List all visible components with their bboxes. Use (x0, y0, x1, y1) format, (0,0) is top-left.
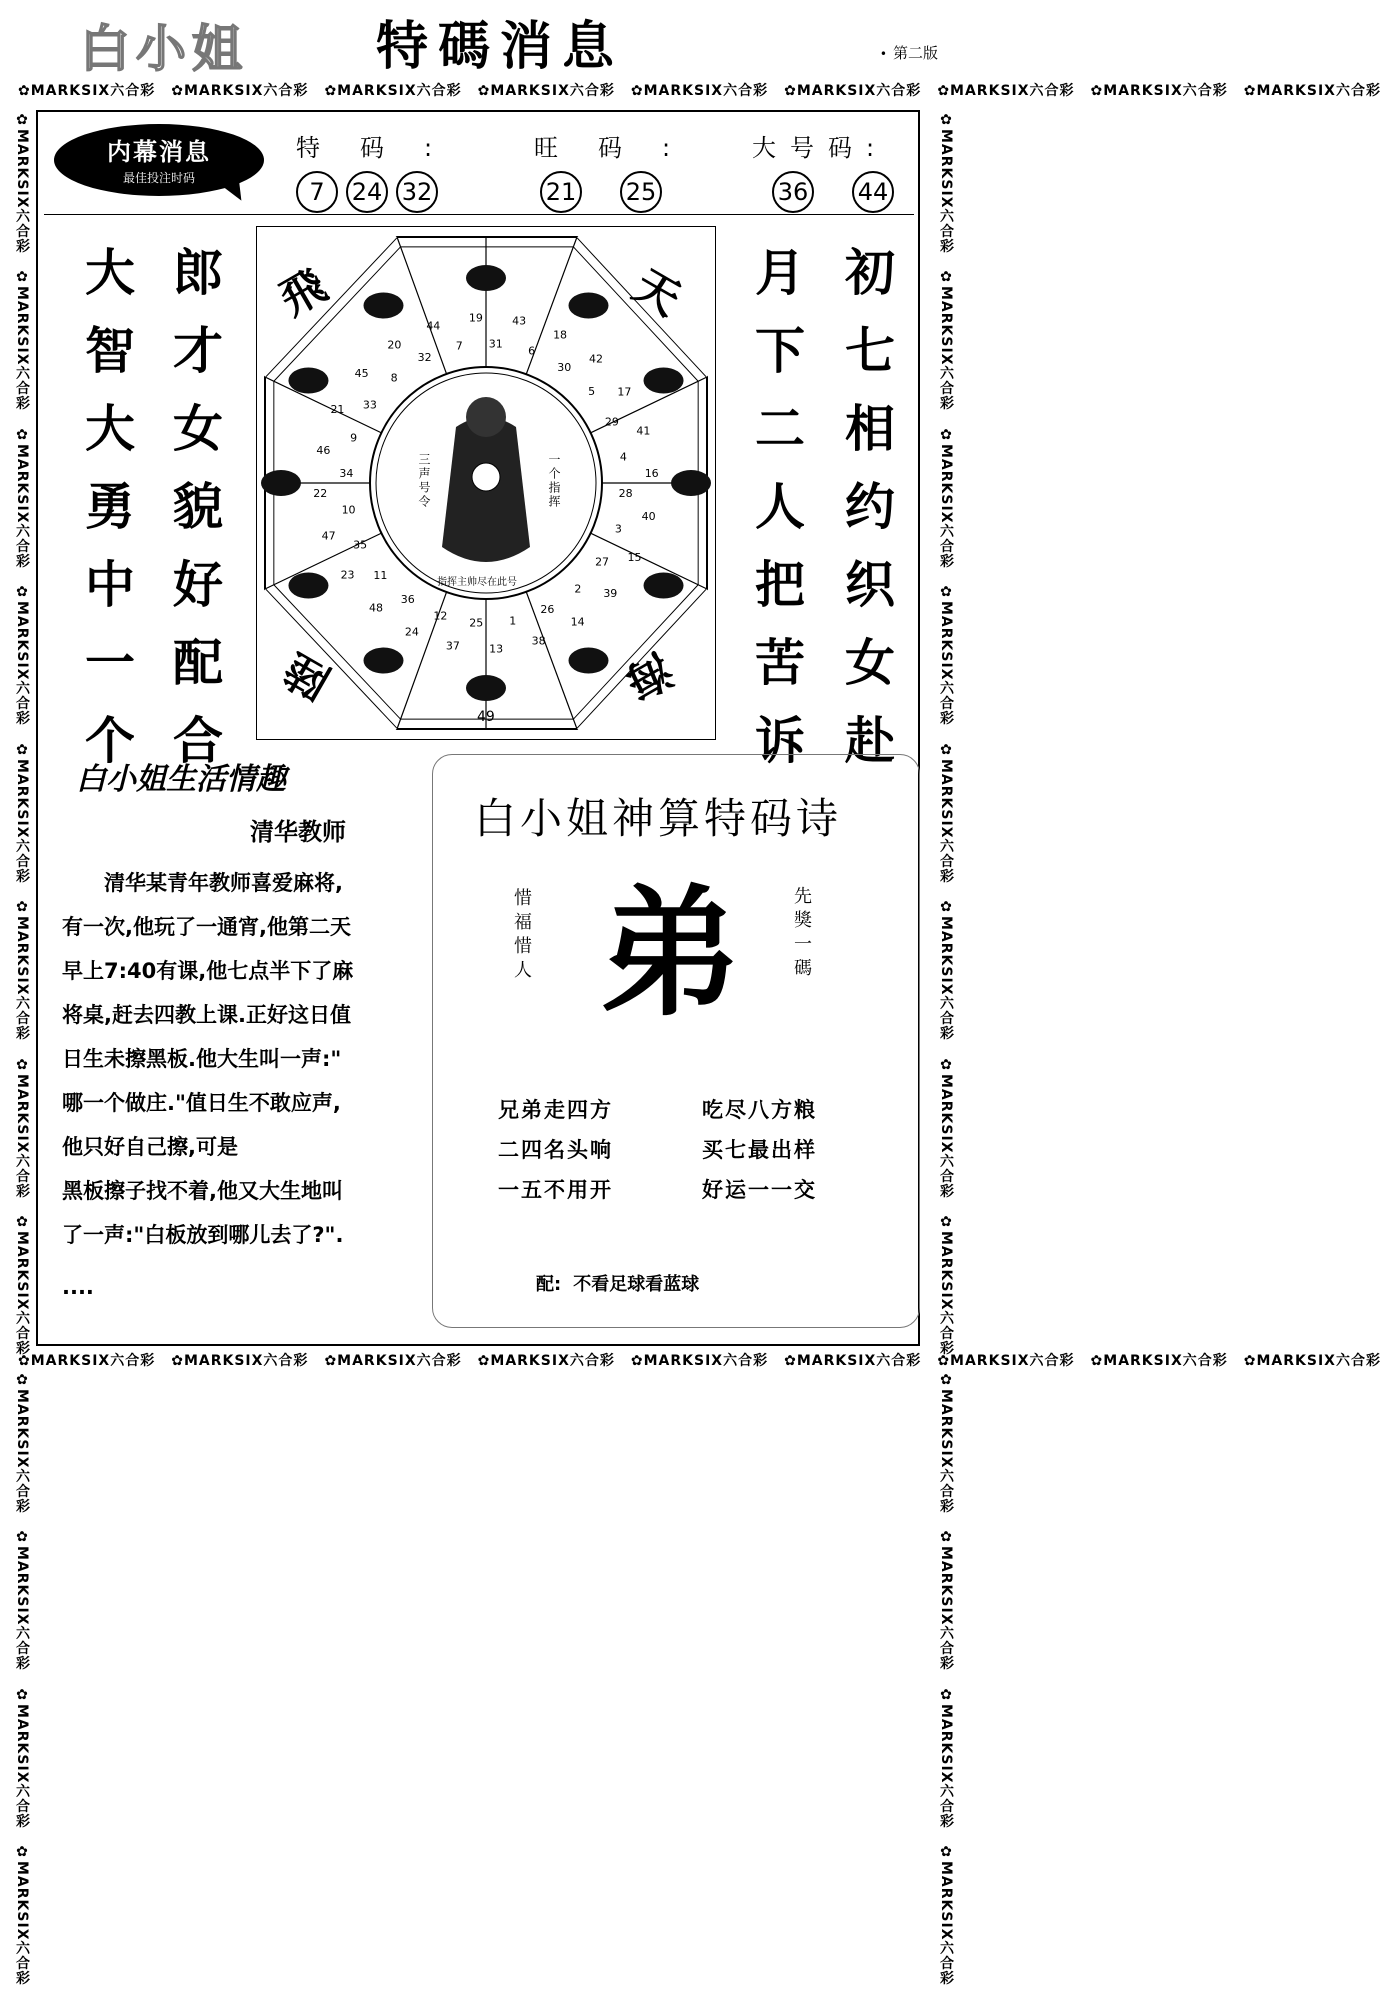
poem-line-left: 一五不用开 (498, 1178, 613, 1202)
edition-text: 第二版 (892, 44, 938, 62)
brand-mark: ✿MARKSIX六合彩 (938, 1371, 954, 1514)
brand-mark: ✿MARKSIX六合彩 (1090, 1353, 1228, 1369)
brand-mark: ✿MARKSIX六合彩 (14, 112, 30, 254)
poem-line-left: 兄弟走四方 (498, 1098, 613, 1122)
poem-char: 合 (173, 712, 223, 770)
brand-mark: ✿MARKSIX六合彩 (14, 426, 30, 569)
poem-char: 智 (85, 322, 135, 380)
number-circle: 24 (346, 171, 388, 213)
poem-title: 白小姐神算特码诗 (474, 794, 843, 843)
ring-number: 25 (469, 616, 484, 630)
brand-mark: ✿MARKSIX六合彩 (938, 426, 954, 569)
poem-char: 相 (845, 400, 895, 458)
ring-number: 43 (512, 314, 527, 328)
brand-mark: ✿MARKSIX六合彩 (784, 83, 922, 99)
brand-mark: ✿MARKSIX六合彩 (938, 741, 954, 884)
number-group-wang (534, 128, 710, 213)
brand-mark: ✿MARKSIX六合彩 (938, 584, 954, 726)
ring-number: 35 (353, 538, 368, 552)
story-line: 他只好自己擦,可是 (62, 1135, 238, 1159)
brand-mark: ✿MARKSIX六合彩 (938, 1214, 954, 1356)
ring-number: 22 (313, 487, 328, 501)
rabbit-icon (671, 470, 711, 496)
left-poem-col2 (166, 234, 230, 780)
brand-mark: ✿MARKSIX六合彩 (938, 1844, 954, 1986)
poem-line-right: 吃尽八方粮 (702, 1098, 817, 1122)
pei-label: 配: (536, 1274, 562, 1295)
page-title: 特碼消息 (375, 17, 624, 77)
corner-char-tl: 飛 (271, 259, 336, 326)
poem-char: 下 (755, 322, 805, 380)
monkey-icon (288, 573, 328, 599)
poem-char: 女 (173, 400, 223, 458)
brand-mark: ✿MARKSIX六合彩 (14, 1214, 30, 1356)
number-group-label: 大号码: (752, 134, 889, 162)
ring-number: 27 (595, 555, 610, 569)
brand-mark: ✿MARKSIX六合彩 (171, 83, 309, 99)
ring-number: 36 (400, 593, 415, 607)
ring-number: 28 (618, 486, 633, 500)
rat-icon (466, 265, 506, 291)
number-group-label: 特码: (296, 134, 473, 162)
center-right-text: 一个指挥 (547, 453, 561, 509)
center-left-text: 三声号令 (417, 453, 431, 509)
poem-char: 初 (845, 244, 895, 302)
number-circle: 32 (396, 171, 438, 213)
chart-bottom-number: 49 (477, 709, 495, 725)
number-group-te (296, 128, 472, 213)
poem-char: 苦 (755, 634, 805, 692)
bullet-icon: • (879, 47, 887, 61)
poem-line-right: 买七最出样 (702, 1138, 817, 1162)
poem-char: 七 (845, 322, 895, 380)
poem-char: 织 (845, 556, 895, 614)
bubble-title: 内幕消息 (107, 138, 211, 166)
brand-mark: ✿MARKSIX六合彩 (18, 83, 156, 99)
ring-number: 31 (488, 337, 503, 351)
brand-mark: ✿MARKSIX六合彩 (14, 1529, 30, 1671)
poem-char: 一 (85, 634, 135, 692)
poem-char: 把 (755, 556, 805, 614)
ring-number: 45 (354, 367, 369, 381)
ring-number: 9 (350, 431, 358, 445)
ring-number: 26 (540, 602, 555, 616)
number-circle: 7 (296, 171, 338, 213)
ring-number: 37 (445, 639, 460, 653)
corner-char-tr: 天 (624, 259, 689, 326)
brand-mark: ✿MARKSIX六合彩 (14, 584, 30, 726)
story-line: 哪一个做庄."值日生不敢应声, (62, 1091, 341, 1115)
ring-number: 20 (387, 338, 402, 352)
brand-mark: ✿MARKSIX六合彩 (477, 1353, 615, 1369)
ring-number: 46 (316, 443, 331, 457)
ring-number: 6 (528, 344, 536, 358)
story-line: 早上7:40有课,他七点半下了麻 (62, 959, 354, 983)
pig-icon (364, 292, 404, 318)
chart-caption: 指挥主帅尽在此号 (437, 577, 517, 588)
story-line: 日生未擦黑板.他大生叫一声:" (62, 1047, 342, 1071)
poem-char: 勇 (85, 478, 135, 536)
brand-mark: ✿MARKSIX六合彩 (14, 899, 30, 1041)
ring-number: 23 (340, 568, 355, 582)
ring-number: 4 (619, 450, 627, 464)
poem-char: 女 (845, 634, 895, 692)
number-circle: 21 (540, 171, 582, 213)
zodiac-chart-frame (256, 226, 716, 740)
poem-pei (536, 1270, 699, 1296)
poem-char: 个 (85, 712, 135, 770)
brand-mark: ✿MARKSIX六合彩 (14, 1686, 30, 1829)
brand-mark: ✿MARKSIX六合彩 (784, 1353, 922, 1369)
poem-char: 约 (845, 478, 895, 536)
goat-icon (364, 648, 404, 674)
poem-char: 月 (755, 244, 805, 302)
horse-icon (466, 675, 506, 701)
ring-number: 7 (455, 339, 463, 353)
corner-char-br: 海 (616, 642, 681, 709)
border-strip-top (10, 80, 1381, 102)
left-poem-col1 (78, 234, 142, 780)
ring-number: 48 (369, 601, 384, 615)
number-group-label: 旺码: (534, 134, 711, 162)
story-line: 了一声:"白板放到哪儿去了?". (62, 1223, 344, 1247)
story-line: 有一次,他玩了一通宵,他第二天 (62, 915, 351, 939)
brand-mark: ✿MARKSIX六合彩 (14, 1056, 30, 1199)
brand-mark: ✿MARKSIX六合彩 (324, 1353, 462, 1369)
poem-char: 大 (85, 400, 135, 458)
brand-mark: ✿MARKSIX六合彩 (14, 1844, 30, 1986)
corner-char-bl: 陸 (275, 642, 340, 709)
number-circle: 44 (852, 171, 894, 213)
ring-number: 19 (468, 311, 483, 325)
poem-char: 诉 (755, 712, 805, 770)
bubble-subtitle: 最佳投注时码 (122, 171, 195, 185)
brand-mark: ✿MARKSIX六合彩 (477, 83, 615, 99)
story-line: .... (62, 1275, 94, 1299)
number-group-big (752, 128, 902, 213)
ring-number: 32 (417, 351, 432, 365)
story-subtitle: 清华教师 (250, 818, 346, 846)
ring-number: 15 (627, 551, 642, 565)
ring-number: 42 (588, 352, 603, 366)
ring-number: 8 (390, 371, 398, 385)
pei-text: 不看足球看蓝球 (573, 1274, 700, 1295)
brand-mark: ✿MARKSIX六合彩 (18, 1353, 156, 1369)
ring-number: 11 (373, 568, 388, 582)
ring-number: 10 (341, 503, 356, 517)
dog-icon (288, 368, 328, 394)
poem-char: 中 (85, 556, 135, 614)
logo-text: 白小姐 (80, 20, 248, 78)
rooster-icon (261, 470, 301, 496)
number-circle: 36 (772, 171, 814, 213)
brand-mark: ✿MARKSIX六合彩 (938, 899, 954, 1041)
border-strip-right (934, 104, 956, 1986)
right-poem-col2 (838, 234, 902, 780)
poem-left-side: 惜福惜人 (511, 888, 532, 984)
ring-number: 17 (617, 385, 632, 399)
brand-mark: ✿MARKSIX六合彩 (1090, 83, 1228, 99)
brand-mark: ✿MARKSIX六合彩 (630, 1353, 769, 1369)
snake-icon (569, 648, 609, 674)
poem-char: 才 (173, 322, 223, 380)
ring-number: 12 (433, 609, 448, 623)
brand-mark: ✿MARKSIX六合彩 (938, 269, 954, 411)
poem-char: 郎 (173, 244, 223, 302)
ring-number: 44 (426, 319, 441, 333)
brand-mark: ✿MARKSIX六合彩 (1243, 1353, 1381, 1369)
poem-char: 赴 (845, 712, 895, 770)
ring-number: 40 (641, 510, 656, 524)
story-line: 将桌,赶去四教上课.正好这日值 (62, 1003, 351, 1027)
ring-number: 47 (321, 529, 336, 543)
ring-number: 1 (509, 614, 517, 628)
ring-number: 13 (489, 642, 504, 656)
ring-number: 41 (636, 424, 651, 438)
brand-mark: ✿MARKSIX六合彩 (937, 1353, 1075, 1369)
ring-number: 2 (574, 582, 582, 596)
brand-mark: ✿MARKSIX六合彩 (171, 1353, 309, 1369)
poem-char: 好 (173, 556, 223, 614)
poem-big-char: 弟 (600, 873, 741, 1036)
ring-number: 33 (362, 398, 377, 412)
brand-mark: ✿MARKSIX六合彩 (14, 269, 30, 411)
ring-number: 16 (644, 466, 659, 480)
story-title: 白小姐生活情趣 (76, 762, 286, 797)
ring-number: 30 (557, 360, 572, 374)
right-poem-col1 (748, 234, 812, 780)
brand-mark: ✿MARKSIX六合彩 (1243, 83, 1381, 99)
brand-mark: ✿MARKSIX六合彩 (938, 1686, 954, 1829)
poem-line-right: 好运一一交 (702, 1178, 817, 1202)
ring-number: 14 (570, 615, 585, 629)
poem-char: 大 (85, 244, 135, 302)
ring-number: 5 (588, 385, 596, 399)
number-circle: 25 (620, 171, 662, 213)
ring-number: 29 (604, 415, 619, 429)
poem-char: 二 (755, 400, 805, 458)
poem-char: 配 (173, 634, 223, 692)
ring-number: 3 (614, 522, 622, 536)
ring-number: 18 (553, 328, 568, 342)
border-strip-bottom (10, 1350, 1381, 1372)
brand-mark: ✿MARKSIX六合彩 (324, 83, 462, 99)
ring-number: 38 (531, 634, 546, 648)
border-strip-left (10, 104, 32, 1986)
ring-number: 21 (330, 402, 345, 416)
poem-char: 貌 (173, 478, 223, 536)
ring-number: 24 (404, 625, 419, 639)
edition-label (880, 42, 938, 63)
brand-mark: ✿MARKSIX六合彩 (14, 1371, 30, 1514)
brand-mark: ✿MARKSIX六合彩 (938, 112, 954, 254)
poem-right-side: 先獎一碼 (791, 886, 812, 982)
poem-char: 人 (755, 478, 805, 536)
brand-mark: ✿MARKSIX六合彩 (938, 1056, 954, 1199)
ring-number: 39 (603, 586, 618, 600)
brand-mark: ✿MARKSIX六合彩 (937, 83, 1075, 99)
brand-mark: ✿MARKSIX六合彩 (14, 741, 30, 884)
story-line: 黑板擦子找不着,他又大生地叫 (62, 1179, 343, 1203)
tiger-icon (644, 368, 684, 394)
ox-icon (569, 292, 609, 318)
brand-mark: ✿MARKSIX六合彩 (630, 83, 769, 99)
dragon-icon (644, 573, 684, 599)
story-line: 清华某青年教师喜爱麻将, (104, 871, 343, 895)
poem-line-left: 二四名头响 (498, 1138, 613, 1162)
brand-mark: ✿MARKSIX六合彩 (938, 1529, 954, 1671)
ring-number: 34 (339, 467, 354, 481)
